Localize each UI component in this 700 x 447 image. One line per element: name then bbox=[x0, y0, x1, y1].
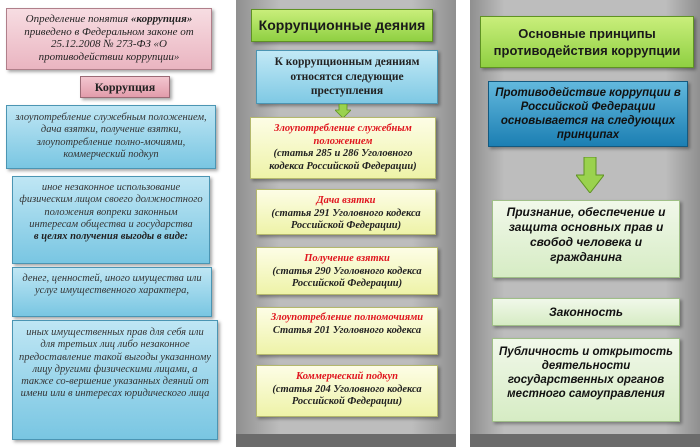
crime-title: Злоупотребление полномочиями bbox=[270, 312, 424, 323]
crime-title: Дача взятки bbox=[316, 195, 376, 206]
definition-term: «коррупция» bbox=[130, 13, 193, 25]
principle-publicity: Публичность и открытость деятельности государственных органов местного самоуправления bbox=[492, 338, 680, 422]
crime-item-abuse-of-office bbox=[250, 117, 436, 179]
property-rights-box: иных имущественных прав для себя или для третьих лиц либо незаконное предоставление такой выгоды указанному лицу другими физическими лицами, а также со-вершение указанных деяний от имени или в интересах юридического лица bbox=[12, 320, 218, 440]
benefit-purpose-text: в целях получения выгоды в виде: bbox=[33, 231, 189, 243]
definition-box bbox=[6, 8, 212, 70]
corrupt-acts-lead: К коррупционным деяниям относятся следующие преступления bbox=[256, 50, 438, 104]
money-values-box: денег, ценностей, иного имущества или услуг имущественного характера, bbox=[12, 267, 212, 317]
down-arrow-icon bbox=[335, 104, 351, 118]
crime-item-abuse-of-powers bbox=[256, 307, 438, 355]
crime-article: (статья 290 Уголовного кодекса Российской Федерации) bbox=[272, 265, 422, 290]
crime-title: Злоупотребление служебным положением bbox=[274, 123, 412, 147]
crime-item-commercial-bribery bbox=[256, 365, 438, 417]
crime-item-bribe-giving bbox=[256, 189, 436, 235]
middle-column-footer bbox=[236, 434, 456, 447]
corrupt-acts-header: Коррупционные деяния bbox=[251, 9, 433, 42]
crime-item-bribe-taking bbox=[256, 247, 438, 295]
right-column-footer bbox=[470, 434, 700, 447]
crime-article: Статья 201 Уголовного кодекса bbox=[272, 324, 422, 336]
crime-title: Получение взятки bbox=[304, 253, 390, 264]
definition-rest: приведено в Федеральном законе от 25.12.2008 № 273-ФЗ «О противодействии коррупции» bbox=[24, 25, 194, 63]
illegal-use-box bbox=[12, 176, 210, 264]
definition-pre: Определение понятия bbox=[25, 13, 131, 25]
principle-legality: Законность bbox=[492, 298, 680, 326]
principles-lead: Противодействие коррупции в Российской Федерации основывается на следующих принципах bbox=[488, 81, 688, 147]
corruption-acts-box: злоупотребление служебным положением, дача взятки, получение взятки, злоупотребление полно-мочиями, коммерческий подкуп bbox=[6, 105, 216, 169]
principle-rights-freedoms: Признание, обеспечение и защита основных прав и свобод человека и гражданина bbox=[492, 200, 680, 278]
down-arrow-icon bbox=[576, 157, 604, 193]
illegal-use-text: иное незаконное использование физическим лицом своего должностного положения вопреки законным интересам общества и государства bbox=[19, 182, 203, 230]
corruption-label: Коррупция bbox=[80, 76, 170, 98]
crime-article: (статья 291 Уголовного кодекса Российской Федерации) bbox=[271, 207, 421, 232]
crime-article: (статья 204 Уголовного кодекса Российской Федерации) bbox=[272, 383, 422, 408]
crime-article: (статья 285 и 286 Уголовного кодекса Российской Федерации) bbox=[269, 148, 417, 172]
principles-header: Основные принципы противодействия коррупции bbox=[480, 16, 694, 68]
crime-title: Коммерческий подкуп bbox=[295, 371, 399, 382]
